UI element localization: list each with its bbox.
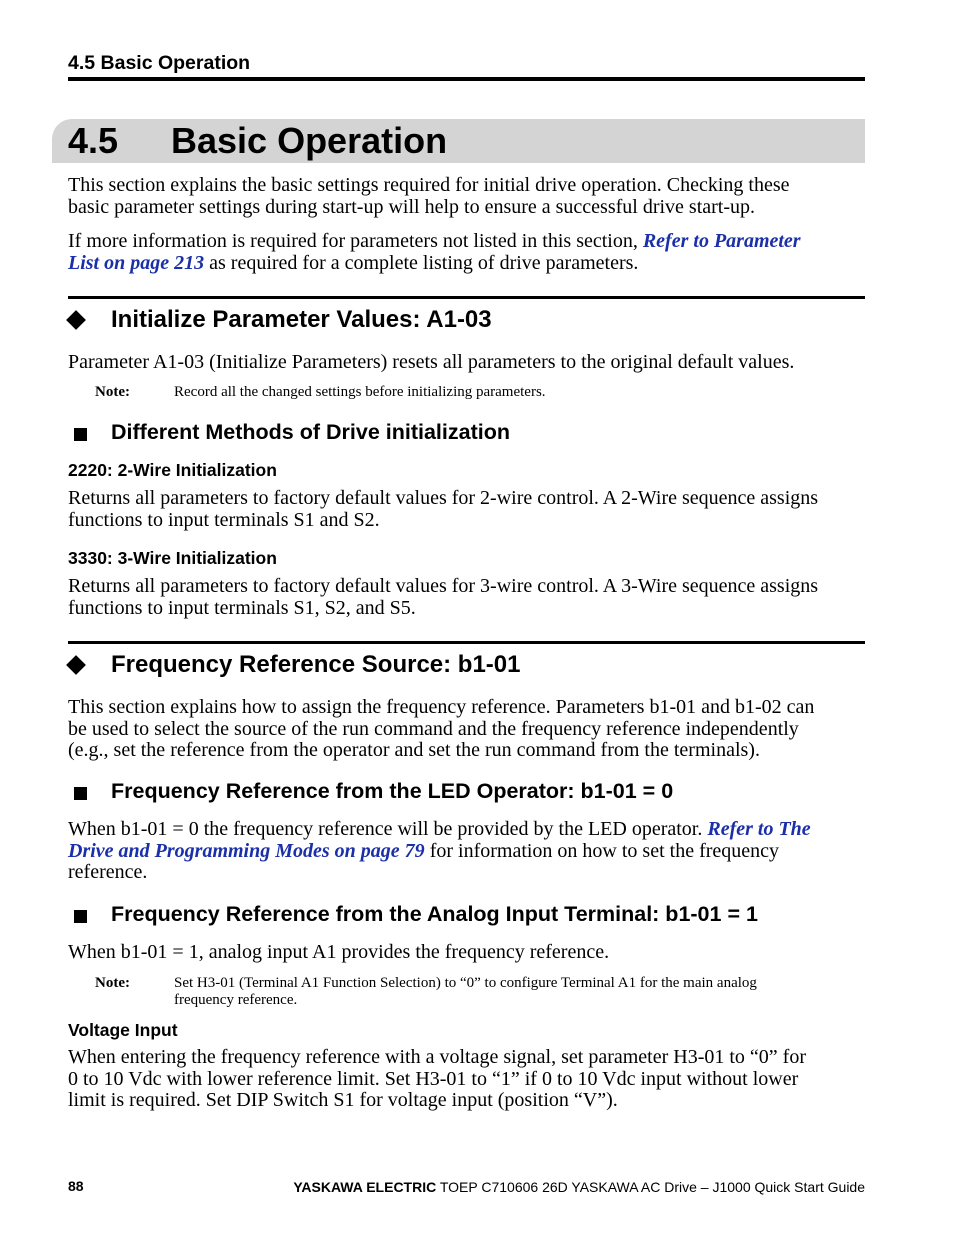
footer-doc-title [293, 1179, 865, 1195]
header-rule [68, 77, 865, 81]
square-bullet-icon [74, 910, 87, 923]
divider-rule [68, 296, 865, 299]
footer-brand: YASKAWA ELECTRIC [293, 1179, 437, 1195]
text-line: 0 to 10 Vdc with lower reference limit. Set H3-01 to “1” if 0 to 10 Vdc input without lower [68, 1067, 799, 1090]
text-line: (e.g., set the reference from the operator and set the run command from the terminals). [68, 739, 760, 761]
text-line: functions to input terminals S1 and S2. [68, 508, 380, 531]
text-line: Set H3-01 (Terminal A1 Function Selection) to “0” to configure Terminal A1 for the main analog [174, 975, 757, 991]
diamond-bullet-icon [66, 310, 86, 330]
divider-rule [68, 641, 865, 644]
initialize-heading: Initialize Parameter Values: A1-03 [111, 306, 492, 333]
text-span: When b1-01 = 0 the frequency reference will be provided by the LED operator. [68, 818, 708, 840]
led-heading: Frequency Reference from the LED Operator: b1-01 = 0 [111, 779, 674, 803]
text-line: Returns all parameters to factory default values for 2-wire control. A 2-Wire sequence assigns [68, 487, 819, 509]
section-title: Basic Operation [171, 120, 448, 161]
more-info-paragraph [68, 231, 868, 274]
voltage-heading: Voltage Input [68, 1020, 178, 1040]
led-text [68, 819, 868, 884]
text-span: for information on how to set the frequency [424, 839, 780, 862]
initialize-text: Parameter A1-03 (Initialize Parameters) resets all parameters to the original default values. [68, 351, 795, 373]
text-line: frequency reference. [174, 992, 298, 1008]
wire3-heading: 3330: 3-Wire Initialization [68, 548, 277, 568]
analog-text: When b1-01 = 1, analog input A1 provides the frequency reference. [68, 941, 610, 963]
analog-heading: Frequency Reference from the Analog Input Terminal: b1-01 = 1 [111, 902, 758, 926]
wire2-text [68, 488, 868, 531]
running-header: 4.5 Basic Operation [68, 52, 251, 74]
text-line: This section explains how to assign the frequency reference. Parameters b1-01 and b1-02 can [68, 696, 815, 718]
section-intro [68, 175, 868, 218]
freq-intro [68, 697, 868, 762]
square-bullet-icon [74, 428, 87, 441]
text-line: be used to select the source of the run command and the frequency reference independently [68, 717, 799, 740]
text-line: reference. [68, 861, 148, 883]
freq-heading: Frequency Reference Source: b1-01 [111, 651, 521, 678]
text-span: as required for a complete listing of drive parameters. [204, 251, 639, 274]
text-line [68, 819, 868, 841]
drive-modes-link[interactable]: Refer to The [707, 818, 811, 840]
footer-doc: TOEP C710606 26D YASKAWA AC Drive – J1000 Quick Start Guide [436, 1179, 865, 1195]
wire3-text [68, 576, 868, 619]
parameter-list-link-cont[interactable]: List on page 213 [68, 251, 205, 274]
note-text: Record all the changed settings before initializing parameters. [174, 384, 546, 400]
section-number: 4.5 [68, 120, 119, 161]
text-span: If more information is required for parameters not listed in this section, [68, 230, 643, 252]
text-line: functions to input terminals S1, S2, and S5. [68, 596, 416, 619]
text-line [68, 231, 868, 253]
wire2-heading: 2220: 2-Wire Initialization [68, 460, 277, 480]
note-text [174, 975, 757, 1009]
square-bullet-icon [74, 787, 87, 800]
note-label: Note: [95, 975, 130, 991]
voltage-text [68, 1047, 868, 1112]
drive-modes-link-cont[interactable]: Drive and Programming Modes on page 79 [68, 839, 425, 862]
text-line: When entering the frequency reference with a voltage signal, set parameter H3-01 to “0” for [68, 1046, 806, 1068]
methods-heading: Different Methods of Drive initialization [111, 420, 510, 444]
text-line [68, 841, 868, 863]
diamond-bullet-icon [66, 655, 86, 675]
text-line: limit is required. Set DIP Switch S1 for voltage input (position “V”). [68, 1089, 618, 1111]
text-line [68, 253, 868, 275]
page-number: 88 [68, 1178, 84, 1194]
text-line: basic parameter settings during start-up will help to ensure a successful drive start-up. [68, 195, 756, 218]
parameter-list-link[interactable]: Refer to Parameter [642, 230, 801, 252]
text-line: This section explains the basic settings required for initial drive operation. Checking these [68, 174, 790, 196]
note-label: Note: [95, 384, 130, 400]
text-line: Returns all parameters to factory default values for 3-wire control. A 3-Wire sequence assigns [68, 575, 819, 597]
